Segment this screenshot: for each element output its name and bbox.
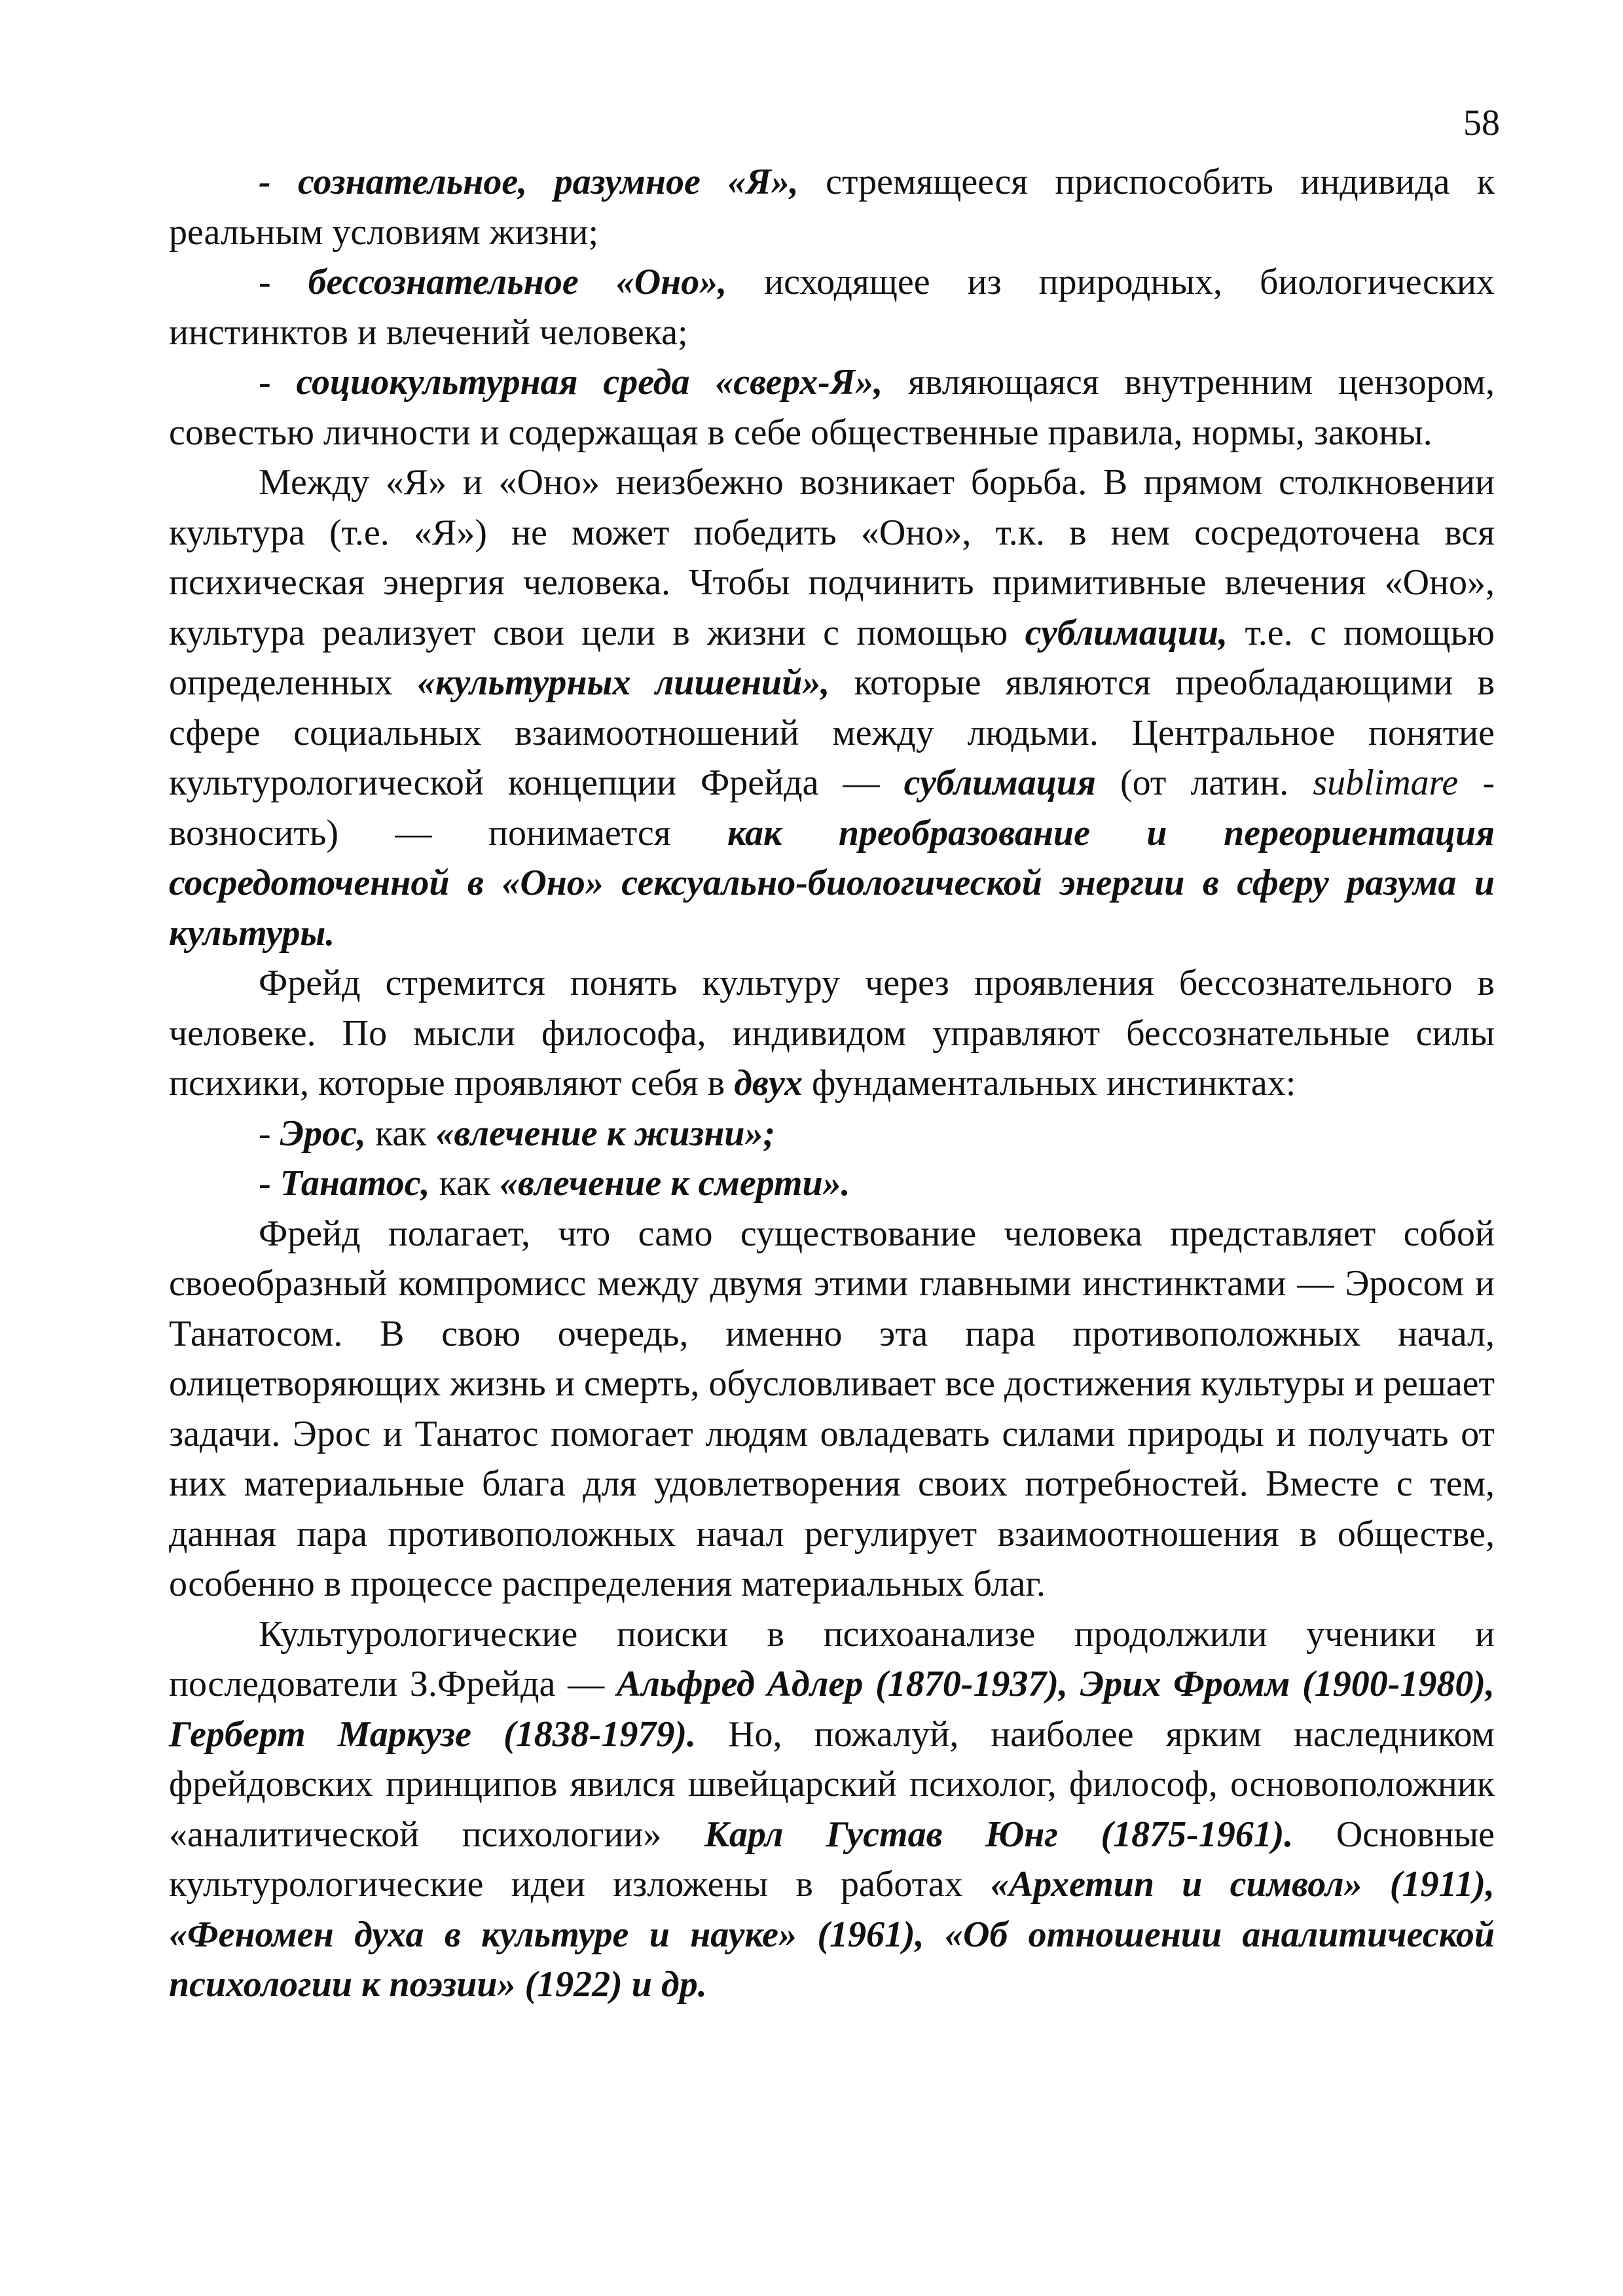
text-run: как: [365, 1113, 436, 1154]
emphasized-text: Эрос,: [280, 1113, 366, 1154]
text-run: фундаментальных инстинктах:: [803, 1063, 1296, 1103]
text-run: -: [259, 362, 297, 403]
paragraph: [169, 257, 1495, 357]
text-run: -: [259, 1113, 280, 1154]
paragraph: [169, 357, 1495, 457]
text-run: стремящееся приспособить индивида к реальным условиям жизни;: [169, 162, 1495, 253]
emphasized-text: «Архетип и символ» (1911), «Феномен духа в культуре и науке» (1961), «Об отношении аналитической психологии к поэзии» (1922) и др.: [169, 1864, 1495, 2005]
paragraph: [169, 1209, 1495, 1609]
text-run: -: [259, 1163, 280, 1204]
body-text: [169, 157, 1495, 2010]
paragraph: [169, 1158, 1495, 1209]
paragraph: [169, 1109, 1495, 1159]
emphasized-text: «влечение к смерти».: [500, 1163, 850, 1204]
emphasized-text: бессознательное «Оно»,: [308, 262, 727, 302]
emphasized-text: Танатос,: [280, 1163, 430, 1204]
text-run: которые являются преобладающими в сфере социальных взаимоотношений между людьми. Центральное понятие культурологической концепции Фрейда —: [169, 662, 1495, 803]
paragraph: [169, 457, 1495, 958]
paragraph: [169, 157, 1495, 257]
text-run: - возносить) — понимается: [169, 762, 1495, 853]
emphasized-text: Альфред Адлер (1870-1937), Эрих Фромм (1900-1980), Герберт Маркузе (1838-1979).: [169, 1664, 1495, 1755]
text-run: (от латин.: [1095, 762, 1313, 803]
text-run: Культурологические поиски в психоанализе продолжили ученики и последователи З.Фрейда —: [169, 1613, 1495, 1704]
text-run: как: [429, 1163, 500, 1204]
text-run: Фрейд полагает, что само существование человека представляет собой своеобразный компромисс между двумя этими главными инстинктами — Эросом и Танатосом. В свою очередь, именно эта пара противоположных начал, олицетворяющих жизнь и смерть, обусловливает все достижения культуры и решает задачи. Эрос и Танатос помогает людям овладевать силами природы и получать от них материальные блага для удовлетворения своих потребностей. Вместе с тем, данная пара противоположных начал регулирует взаимоотношения в обществе, особенно в процессе распределения материальных благ.: [169, 1213, 1495, 1604]
text-run: Фрейд стремится понять культуру через проявления бессознательного в человеке. По мысли философа, индивидом управляют бессознательные силы психики, которые проявляют себя в: [169, 963, 1495, 1103]
emphasized-text: сублимации,: [1025, 612, 1228, 653]
italic-text: sublimare: [1313, 762, 1459, 803]
emphasized-text: - сознательное, разумное «Я»,: [259, 162, 799, 202]
emphasized-text: сублимация: [903, 762, 1096, 803]
emphasized-text: социокультурная среда «сверх-Я»,: [296, 362, 883, 403]
paragraph: [169, 958, 1495, 1109]
emphasized-text: Карл Густав Юнг (1875-1961).: [704, 1814, 1294, 1855]
text-run: Основные культурологические идеи изложены в работах: [169, 1814, 1495, 1905]
emphasized-text: двух: [734, 1063, 803, 1103]
emphasized-text: «влечение к жизни»;: [435, 1113, 776, 1154]
text-run: исходящее из природных, биологических инстинктов и влечений человека;: [169, 262, 1495, 353]
text-run: Между «Я» и «Оно» неизбежно возникает борьба. В прямом столкновении культура (т.е. «Я») не может победить «Оно», т.к. в нем сосредоточена вся психическая энергия человека. Чтобы подчинить примитивные влечения «Оно», культура реализует свои цели в жизни с помощью: [169, 462, 1495, 653]
text-run: -: [259, 262, 308, 302]
emphasized-text: «культурных лишений»,: [417, 662, 830, 703]
text-run: т.е. с помощью определенных: [169, 612, 1495, 703]
text-run: являющаяся внутренним цензором, совестью личности и содержащая в себе общественные правила, нормы, законы.: [169, 362, 1495, 453]
text-run: Но, пожалуй, наиболее ярким наследником фрейдовских принципов явился швейцарский психолог, философ, основоположник «аналитической психологии»: [169, 1713, 1495, 1855]
page-number: 58: [1463, 103, 1500, 143]
paragraph: [169, 1609, 1495, 2010]
emphasized-text: как преобразование и переориентация сосредоточенной в «Оно» сексуально-биологической энергии в сферу разума и культуры.: [169, 812, 1495, 954]
